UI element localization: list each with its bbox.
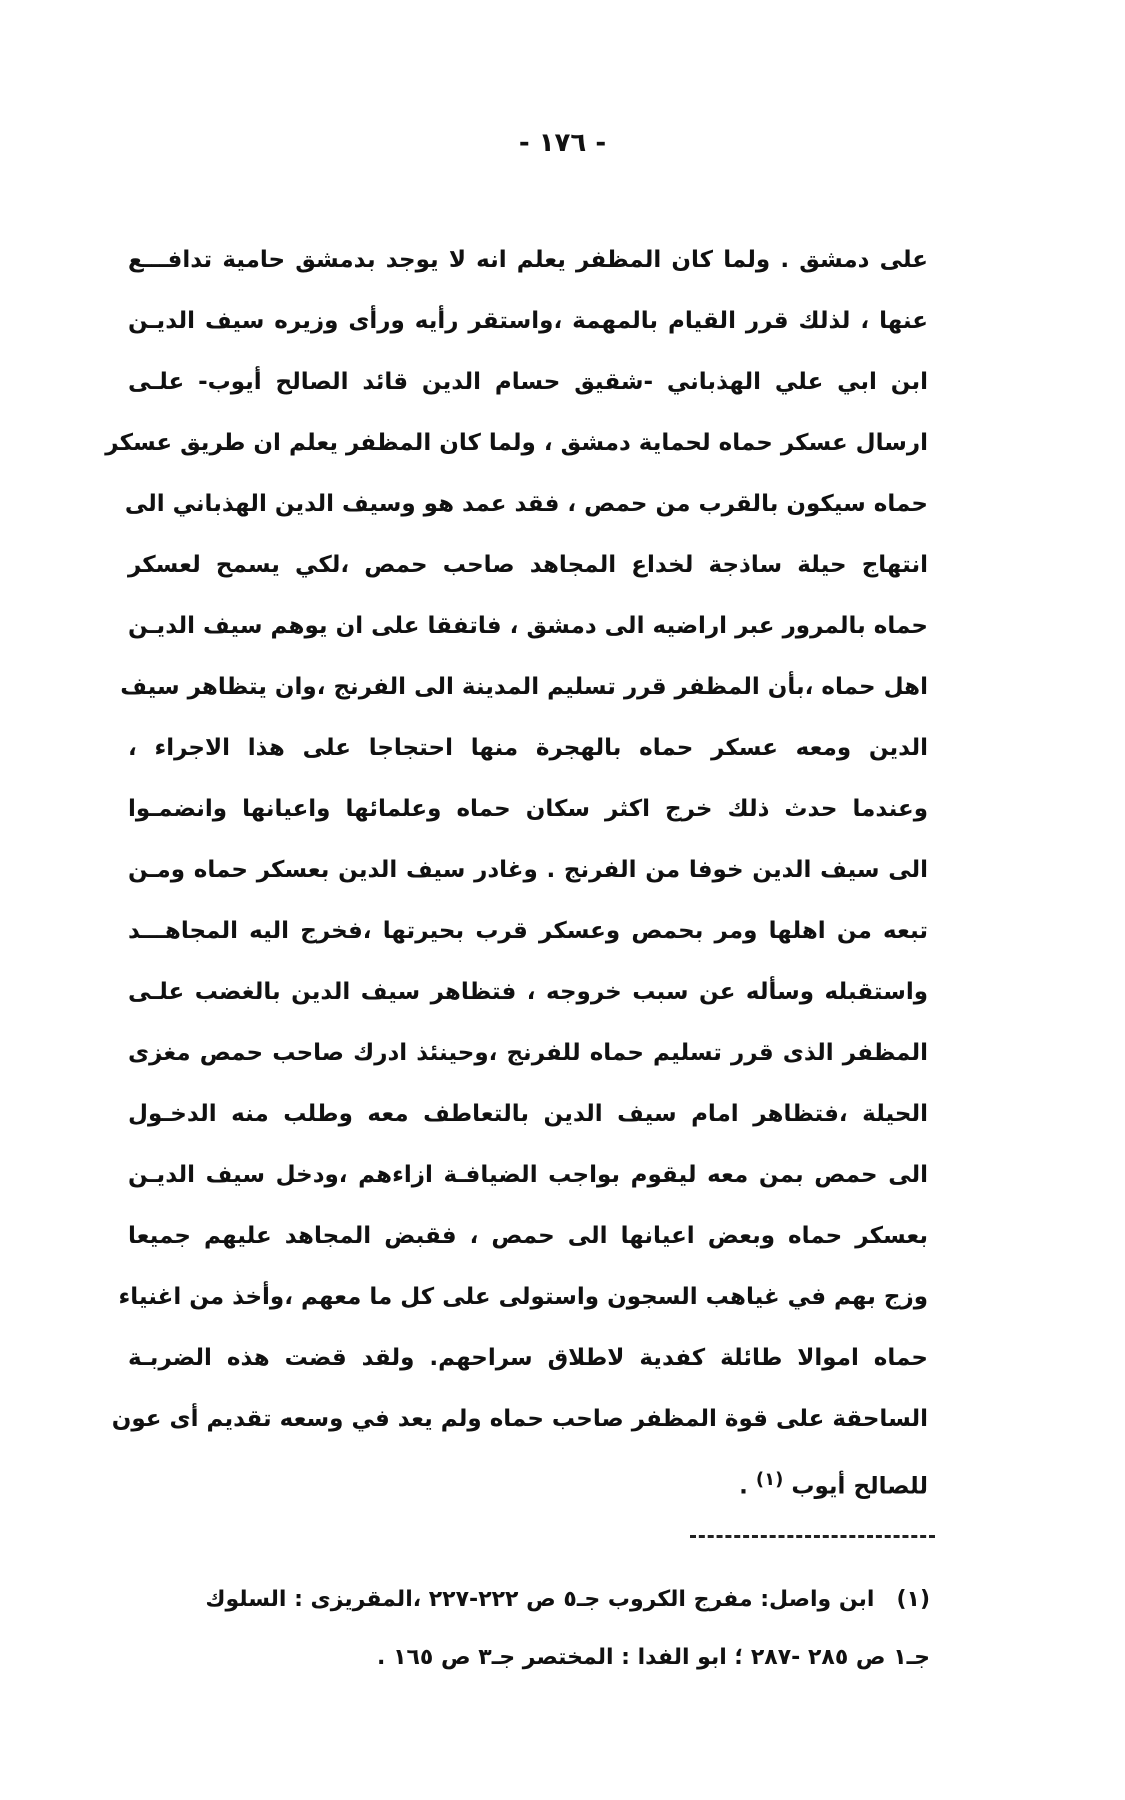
footnote-line-2: جـ١ ص ٢٨٥ -٢٨٧ ؛ ابو الفدا : المختصر جـ٣ ص ١٦٥ . (377, 1645, 930, 1670)
text-line: عنها ، لذلك قرر القيام بالمهمة ،واستقر رأيه ورأى وزيره سيف الديـن (128, 308, 928, 334)
text-line: على دمشق . ولما كان المظفر يعلم انه لا يوجد بدمشق حامية تدافـــع (128, 247, 928, 273)
footnote-text-1: ابن واصل: مفرج الكروب جـ٥ ص ٢٢٢-٢٢٧ ،المقريزى : السلوك (205, 1587, 875, 1612)
text-line: بعسكر حماه وبعض اعيانها الى حمص ، فقبض المجاهد عليهم جميعا (128, 1223, 928, 1249)
text-line: ابن ابي علي الهذباني -شقيق حسام الدين قائد الصالح أيوب- علـى (128, 369, 928, 395)
text-line: حماه بالمرور عبر اراضيه الى دمشق ، فاتفقا على ان يوهم سيف الديـن (128, 613, 928, 639)
footnote-number: (١) (896, 1587, 930, 1612)
text-line: الى حمص بمن معه ليقوم بواجب الضيافـة ازاءهم ،ودخل سيف الديـن (128, 1162, 928, 1188)
text-line: حماه سيكون بالقرب من حمص ، فقد عمد هو وسيف الدين الهذباني الى (124, 491, 928, 517)
text-line: وزج بهم في غياهب السجون واستولى على كل ما معهم ،وأخذ من اغنياء (118, 1284, 928, 1310)
text-line: تبعه من اهلها ومر بحمص وعسكر قرب بحيرتها ،فخرج اليه المجاهـــد (128, 918, 928, 944)
footnote-reference: (١) (755, 1469, 784, 1490)
text-line: الدين ومعه عسكر حماه بالهجرة منها احتجاجا على هذا الاجراء ، (128, 735, 928, 761)
body-text (105, 240, 928, 1521)
text-line-last (128, 1460, 928, 1521)
last-line-text: للصالح أيوب (791, 1473, 928, 1500)
text-line: انتهاج حيلة ساذجة لخداع المجاهد صاحب حمص ،لكي يسمح لعسكر (128, 552, 928, 578)
text-line: المظفر الذى قرر تسليم حماه للفرنج ،وحينئذ ادرك صاحب حمص مغزى (128, 1040, 928, 1066)
last-line-end: . (739, 1473, 748, 1500)
text-line: الحيلة ،فتظاهر امام سيف الدين بالتعاطف معه وطلب منه الدخـول (128, 1101, 928, 1127)
text-line: اهل حماه ،بأن المظفر قرر تسليم المدينة الى الفرنج ،وان يتظاهر سيف (120, 674, 928, 700)
text-line: حماه اموالا طائلة كفدية لاطلاق سراحهم. ولقد قضت هذه الضربـة (128, 1345, 928, 1371)
footnotes (160, 1580, 930, 1696)
text-line: واستقبله وسأله عن سبب خروجه ، فتظاهر سيف الدين بالغضب علـى (128, 979, 928, 1005)
text-line: وعندما حدث ذلك خرج اكثر سكان حماه وعلمائها واعيانها وانضمـوا (128, 796, 928, 822)
footnote-separator (690, 1535, 935, 1538)
footnote-line-1 (160, 1580, 930, 1638)
page-number: - ١٧٦ - (518, 128, 607, 158)
text-line: الى سيف الدين خوفا من الفرنج . وغادر سيف الدين بعسكر حماه ومـن (128, 857, 928, 883)
text-line: ارسال عسكر حماه لحماية دمشق ، ولما كان المظفر يعلم ان طريق عسكر (105, 430, 928, 456)
text-line: الساحقة على قوة المظفر صاحب حماه ولم يعد في وسعه تقديم أى عون (111, 1406, 928, 1432)
